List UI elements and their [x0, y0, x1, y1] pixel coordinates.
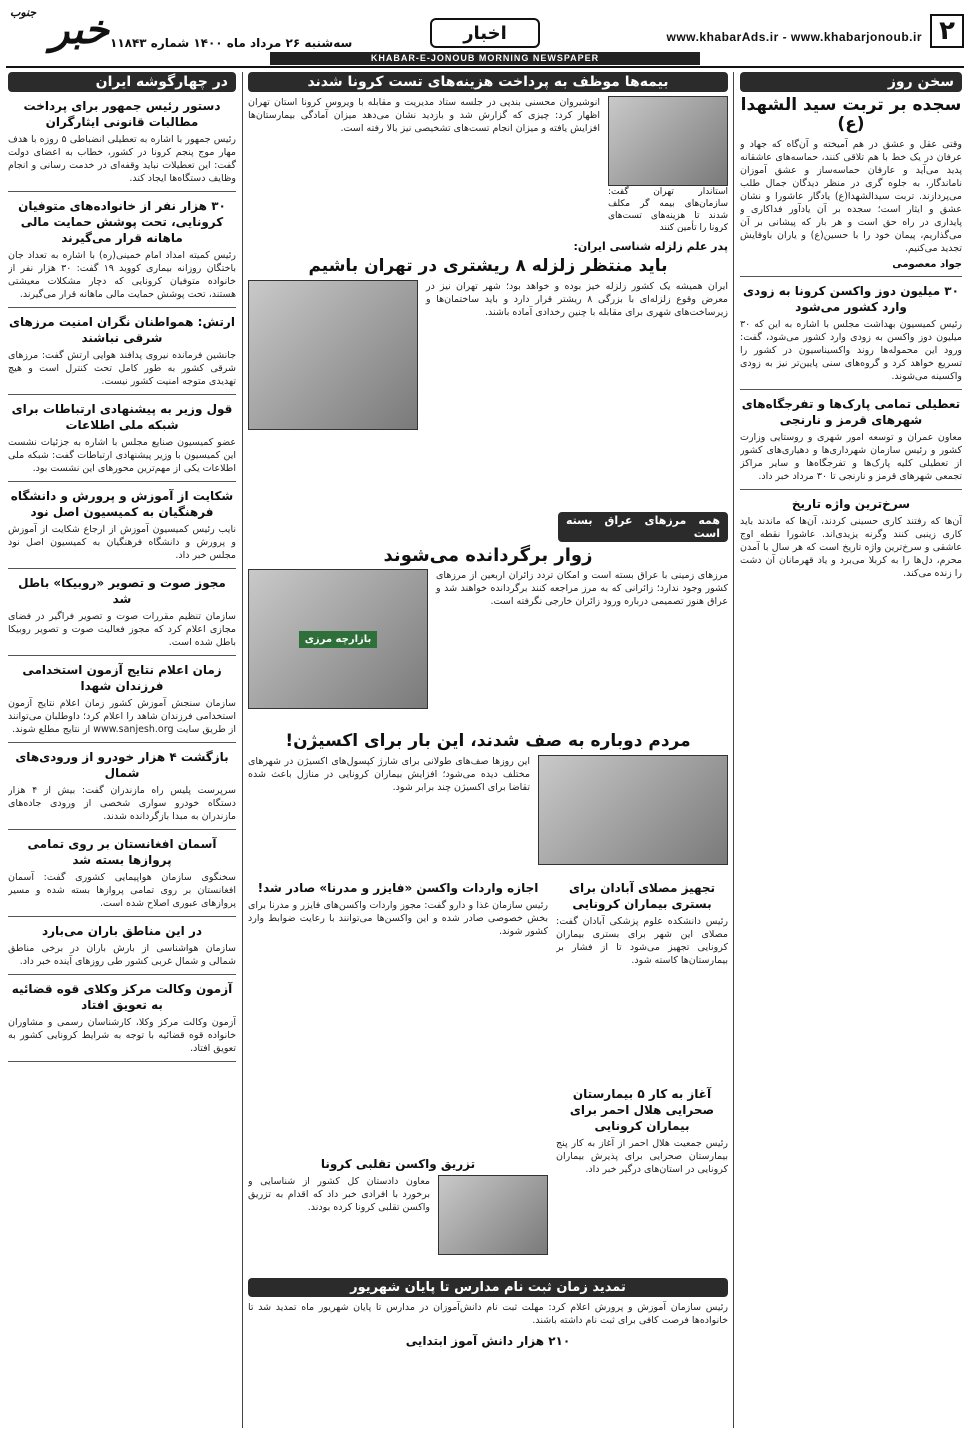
schools-body: رئیس سازمان آموزش و پرورش اعلام کرد: مهلت ثبت نام دانش‌آموزان در مدارس تا پایان شهریور ماه تمدید شد تا خانواده‌ها فرصت کافی برای ثبت نام داشته باشند.: [248, 1302, 728, 1326]
left-news-title: قول وزیر به پیشنهادی ارتباطات برای شبکه ملی اطلاعات: [11, 402, 233, 432]
left-news-title: آزمون وکالت مرکز وکلای قوه قضائیه به تعویق افتاد: [11, 982, 233, 1012]
divider: [8, 829, 236, 830]
vaccine-import-body: رئیس سازمان غذا و دارو گفت: مجوز واردات واکسن‌های فایزر و مدرنا برای بخش خصوصی صادر شده و این واکسن‌ها می‌توانند با رعایت ضوابط وارد کشور شوند.: [248, 900, 548, 937]
abadan-body: رئیس دانشکده علوم پزشکی آبادان گفت: مصلای این شهر برای بستری بیماران کرونایی تجهیز می‌شود تا از فشار بر بیمارستان‌ها کاسته شود.: [556, 916, 728, 966]
daily-word-author: جواد معصومی: [892, 259, 962, 270]
english-banner: KHABAR-E-JONOUB MORNING NEWSPAPER: [270, 52, 700, 65]
pilgrims-story: [248, 512, 728, 722]
left-news-title: زمان اعلام نتایج آزمون استخدامی فرزندان شهدا: [22, 663, 222, 693]
earthquake-kicker: پدر علم زلزله شناسی ایران:: [573, 240, 728, 253]
news-vaccine-body: رئیس کمیسیون بهداشت مجلس با اشاره به این که ۳۰ میلیون دوز واکسن به زودی وارد کشور می‌شود، گفت: ورود این محموله‌ها روند واکسیناسیون در کشور را تسریع خواهد کرد و گروه‌های سنی پایین‌تر نیز به زودی واکسینه می‌شوند.: [740, 319, 962, 382]
iran-corners-kicker: در چهارگوشه ایران: [8, 72, 236, 92]
right-column: [740, 72, 962, 1428]
hilal-story: [556, 1080, 728, 1260]
left-news-body: سرپرست پلیس راه مازندران گفت: بیش از ۴ هزار دستگاه خودرو سواری شخصی از ورودی جاده‌های مازندران به مبدا بازگردانده شدند.: [8, 785, 236, 822]
insurance-title: بیمه‌ها موظف به پرداخت هزینه‌های تست کرونا شدند: [248, 72, 728, 92]
fake-vaccine-story: [248, 1150, 548, 1270]
news-vaccine-title: ۳۰ میلیون دوز واکسن کرونا به زودی وارد کشور می‌شود: [743, 284, 959, 314]
pilgrims-body: مرزهای زمینی با عراق بسته است و امکان تردد زائران اربعین از مرزهای کشور وجود ندارد؛ زائرانی که به مرز مراجعه کنند برگردانده خواهند شد و عراق هنوز تصمیمی درباره ورود زائران خارجی نگرفته است.: [436, 570, 728, 607]
left-news-body: آزمون وکالت مرکز وکلا، کارشناسان رسمی و مشاوران خانواده قوه قضائیه با توجه به شرایط کرونایی کشور به تعویق افتاد.: [8, 1017, 236, 1054]
schools-title: تمدید زمان ثبت نام مدارس تا پایان شهریور: [248, 1278, 728, 1297]
vaccine-photo: [438, 1175, 548, 1255]
section-title: اخبار: [430, 18, 540, 48]
abadan-title: تجهیز مصلای آبادان برای بستری بیماران کرونایی: [568, 881, 716, 911]
divider: [8, 742, 236, 743]
seismologist-photo: [248, 280, 418, 430]
left-news-title: شکایت از آموزش و پرورش و دانشگاه فرهنگیان به کمیسیون اصل نود: [10, 489, 234, 519]
page-number: ۲: [930, 14, 964, 48]
header-rule: [6, 66, 964, 68]
divider: [8, 568, 236, 569]
divider: [8, 916, 236, 917]
masthead: [0, 0, 970, 70]
left-news-body: سازمان تنظیم مقررات صوت و تصویر فراگیر در فضای مجازی اعلام کرد که مجوز فعالیت صوت و تصویر روبیکا باطل شده است.: [8, 611, 236, 648]
official-photo: [608, 96, 728, 186]
left-news-body: سازمان هواشناسی از بارش باران در برخی مناطق شمالی و شمال غربی کشور طی روزهای آینده خبر داد.: [8, 943, 236, 967]
left-news-title: مجوز صوت و تصویر «روبیکا» باطل شد: [18, 576, 226, 606]
hilal-title: آغاز به کار ۵ بیمارستان صحرایی هلال احمر برای بیماران کرونایی: [569, 1087, 715, 1133]
earthquake-title: باید منتظر زلزله ۸ ریشتری در تهران باشیم: [308, 256, 668, 276]
poem-body: آن‌ها که رفتند کاری حسینی کردند، آن‌ها که ماندند باید کاری زینبی کنند وگرنه یزیدی‌اند. عاشورا نقطه اوج عاشقی و سرخ‌ترین واژه تاریخ است که هر سال با آمدن محرم، دل‌ها را به کربلا می‌برد و یاد قهرمانان آن دشت را زنده می‌کند.: [740, 516, 962, 579]
oxygen-story: [248, 728, 728, 868]
left-news-title: بازگشت ۴ هزار خودرو از ورودی‌های شمال: [15, 750, 229, 780]
vaccine-import-title: اجازه واردات واکسن «فایزر و مدرنا» صادر شد!: [257, 881, 539, 895]
insurance-body: انوشیروان محسنی بندپی در جلسه ستاد مدیریت و مقابله با ویروس کرونا استان تهران اظهار کرد: چیزی که گزارش شد و بازدید نشان می‌دهد میزان آمادگی بیمارستان‌ها افزایش یافته و میزان انجام تست‌های تشخیصی نیز بالا رفته است.: [248, 97, 600, 134]
left-news-title: ۳۰ هزار نفر از خانواده‌های متوفیان کرونایی، تحت پوشش حمایت مالی ماهانه قرار می‌گیرند: [18, 199, 226, 245]
divider: [740, 276, 962, 277]
left-news-list: [8, 98, 236, 1062]
divider: [8, 655, 236, 656]
schools-story: [248, 1278, 728, 1428]
divider: [8, 481, 236, 482]
left-news-title: در این مناطق باران می‌بارد: [41, 924, 203, 938]
oxygen-body: این روزها صف‌های طولانی برای شارژ کپسول‌های اکسیژن در شهرهای مختلف دیده می‌شود؛ افزایش بیماران کرونایی در منازل باعث شده تقاضا برای اکسیژن چند برابر شود.: [248, 756, 530, 793]
divider: [740, 389, 962, 390]
divider: [8, 394, 236, 395]
insurance-story: [248, 72, 728, 232]
pilgrims-title: زوار برگردانده می‌شوند: [383, 545, 593, 566]
fake-vaccine-title: تزریق واکسن تقلبی کرونا: [320, 1157, 476, 1171]
earthquake-story: [248, 240, 728, 508]
left-news-body: رئیس جمهور با اشاره به تعطیلی انضباطی ۵ روزه با هدف مهار موج پنجم کرونا در کشور، خطاب به اعضای دولت گفت: این تعطیلات نباید وقفه‌ای در خدمت رسانی و انجام وظایف دستگاه‌ها ایجاد کند.: [8, 134, 236, 184]
oxygen-title: مردم دوباره به صف شدند، این بار برای اکسیژن!: [285, 731, 691, 751]
column-rule: [733, 72, 734, 1428]
schools-footer-title: ۲۱۰ هزار دانش آموز ابتدایی: [405, 1334, 571, 1348]
left-news-title: آسمان افغانستان بر روی تمامی پروازها بسته شد: [27, 837, 217, 867]
left-news-body: عضو کمیسیون صنایع مجلس با اشاره به جزئیات نشست این کمیسیون با وزیر پیشنهادی ارتباطات گفت: شبکه ملی اطلاعات یکی از مهم‌ترین محورهای این نشست بود.: [8, 437, 236, 474]
divider: [8, 307, 236, 308]
photo-caption: استاندار تهران گفت: سازمان‌های بیمه گر مکلف شدند تا هزینه‌های تست‌های کرونا را تأمین کنند: [608, 187, 728, 232]
daily-word-body: وقتی عقل و عشق در هم آمیخته و آن‌گاه که جهاد و عرفان در یک خط با هم تلاقی کنند، حماسه‌های عاشقانه پدید می‌آید و عارفان حماسه‌ساز و عشق آموزان ناماندگار، به جلوه گری در منظر دیدگان جمال طلب می‌پردازند. تربت سیدالشهدا(ع) یادگار عاشورا و نشان عشق و ایثار است؛ سجده بر آن یادآور فداکاری و پایداری در راه حق است و هر بار که پیشانی بر آن می‌گذاریم، پیمان خود را با حسین(ع) و یاران باوفایش تجدید می‌کنیم.: [740, 139, 962, 254]
left-news-title: ارتش: همواطنان نگران امنیت مرزهای شرقی نباشند: [9, 315, 235, 345]
daily-word-kicker: سخن روز: [740, 72, 962, 92]
pilgrims-kicker: همه مرزهای عراق بسته است: [558, 512, 728, 542]
column-rule: [242, 72, 243, 1428]
divider: [8, 191, 236, 192]
left-news-body: رئیس کمیته امداد امام خمینی(ره) با اشاره به تعداد جان باختگان روزانه بیماری کووید ۱۹ گفت: ۳۰ هزار نفر از خانواده متوفیان کرونایی که دچار مشکلات معیشتی هستند، تحت پوشش حمایت مالی ماهانه قرار می‌گیرند.: [8, 250, 236, 300]
abadan-story: [556, 874, 728, 1074]
left-news-body: جانشین فرمانده نیروی پدافند هوایی ارتش گفت: مرزهای شرقی کشور به طور کامل تحت کنترل است و هیچ تهدیدی متوجه امنیت کشور نیست.: [8, 350, 236, 387]
divider: [8, 974, 236, 975]
earthquake-body: ایران همیشه یک کشور زلزله خیز بوده و خواهد بود؛ شهر تهران نیز در معرض وقوع زلزله‌ای با بزرگی ۸ ریشتر قرار دارد و باید ساختمان‌ها و زیرساخت‌های شهری برای مقابله با چنین رخدادی آماده باشند.: [426, 281, 728, 318]
website-links[interactable]: www.khabarAds.ir - www.khabarjonoub.ir: [666, 30, 922, 44]
daily-word-title: سجده بر تربت سید الشهدا (ع): [740, 95, 962, 134]
logo-text: خبر: [50, 6, 109, 53]
news-parks-title: تعطیلی تمامی پارک‌ها و تفرجگاه‌های شهرهای قرمز و نارنجی: [741, 397, 961, 427]
border-sign: بازارچه مرزی: [299, 631, 378, 648]
left-news-body: نایب رئیس کمیسیون آموزش از ارجاع شکایت از آموزش و پرورش و دانشگاه فرهنگیان به کمیسیون اصل نود مجلس خبر داد.: [8, 524, 236, 561]
divider: [8, 1061, 236, 1062]
vaccine-import-story: [248, 874, 548, 1014]
news-parks-body: معاون عمران و توسعه امور شهری و روستایی وزارت کشور و رئیس سازمان شهرداری‌ها و دهیاری‌های کشور از تعطیلی کلیه پارک‌ها و تفرجگاه‌ها و سایر مراکز تجمعی شهرهای قرمز و نارنجی تا ۳۰ مرداد خبر داد.: [740, 432, 962, 482]
divider: [740, 489, 962, 490]
left-column: [8, 72, 236, 1428]
poem-title: سرخ‌ترین واژه تاریخ: [791, 497, 911, 511]
oxygen-queue-photo: [538, 755, 728, 865]
border-photo: [248, 569, 428, 709]
newspaper-logo: [10, 6, 109, 53]
fake-vaccine-body: معاون دادستان کل کشور از شناسایی و برخورد با افرادی خبر داد که اقدام به تزریق واکسن تقلبی کرونا کرده بودند.: [248, 1176, 430, 1213]
left-news-title: دستور رئیس جمهور برای پرداخت مطالبات قانونی ایثارگران: [23, 99, 221, 129]
logo-subtext: جنوب: [10, 6, 37, 19]
hilal-body: رئیس جمعیت هلال احمر از آغاز به کار پنج بیمارستان صحرایی برای پذیرش بیماران کرونایی در استان‌های درگیر خبر داد.: [556, 1138, 728, 1175]
left-news-body: سخنگوی سازمان هواپیمایی کشوری گفت: آسمان افغانستان بر روی تمامی پروازها بسته شده و مسیر پروازهای عبوری اصلاح شده است.: [8, 872, 236, 909]
issue-date: سه‌شنبه ۲۶ مرداد ماه ۱۴۰۰ شماره ۱۱۸۴۳: [110, 36, 353, 50]
left-news-body: سازمان سنجش آموزش کشور زمان اعلام نتایج آزمون استخدامی فرزندان شاهد را اعلام کرد؛ داوطلبان می‌توانند از طریق سایت www.sanjesh.org از نتایج مطلع شوند.: [8, 698, 236, 735]
